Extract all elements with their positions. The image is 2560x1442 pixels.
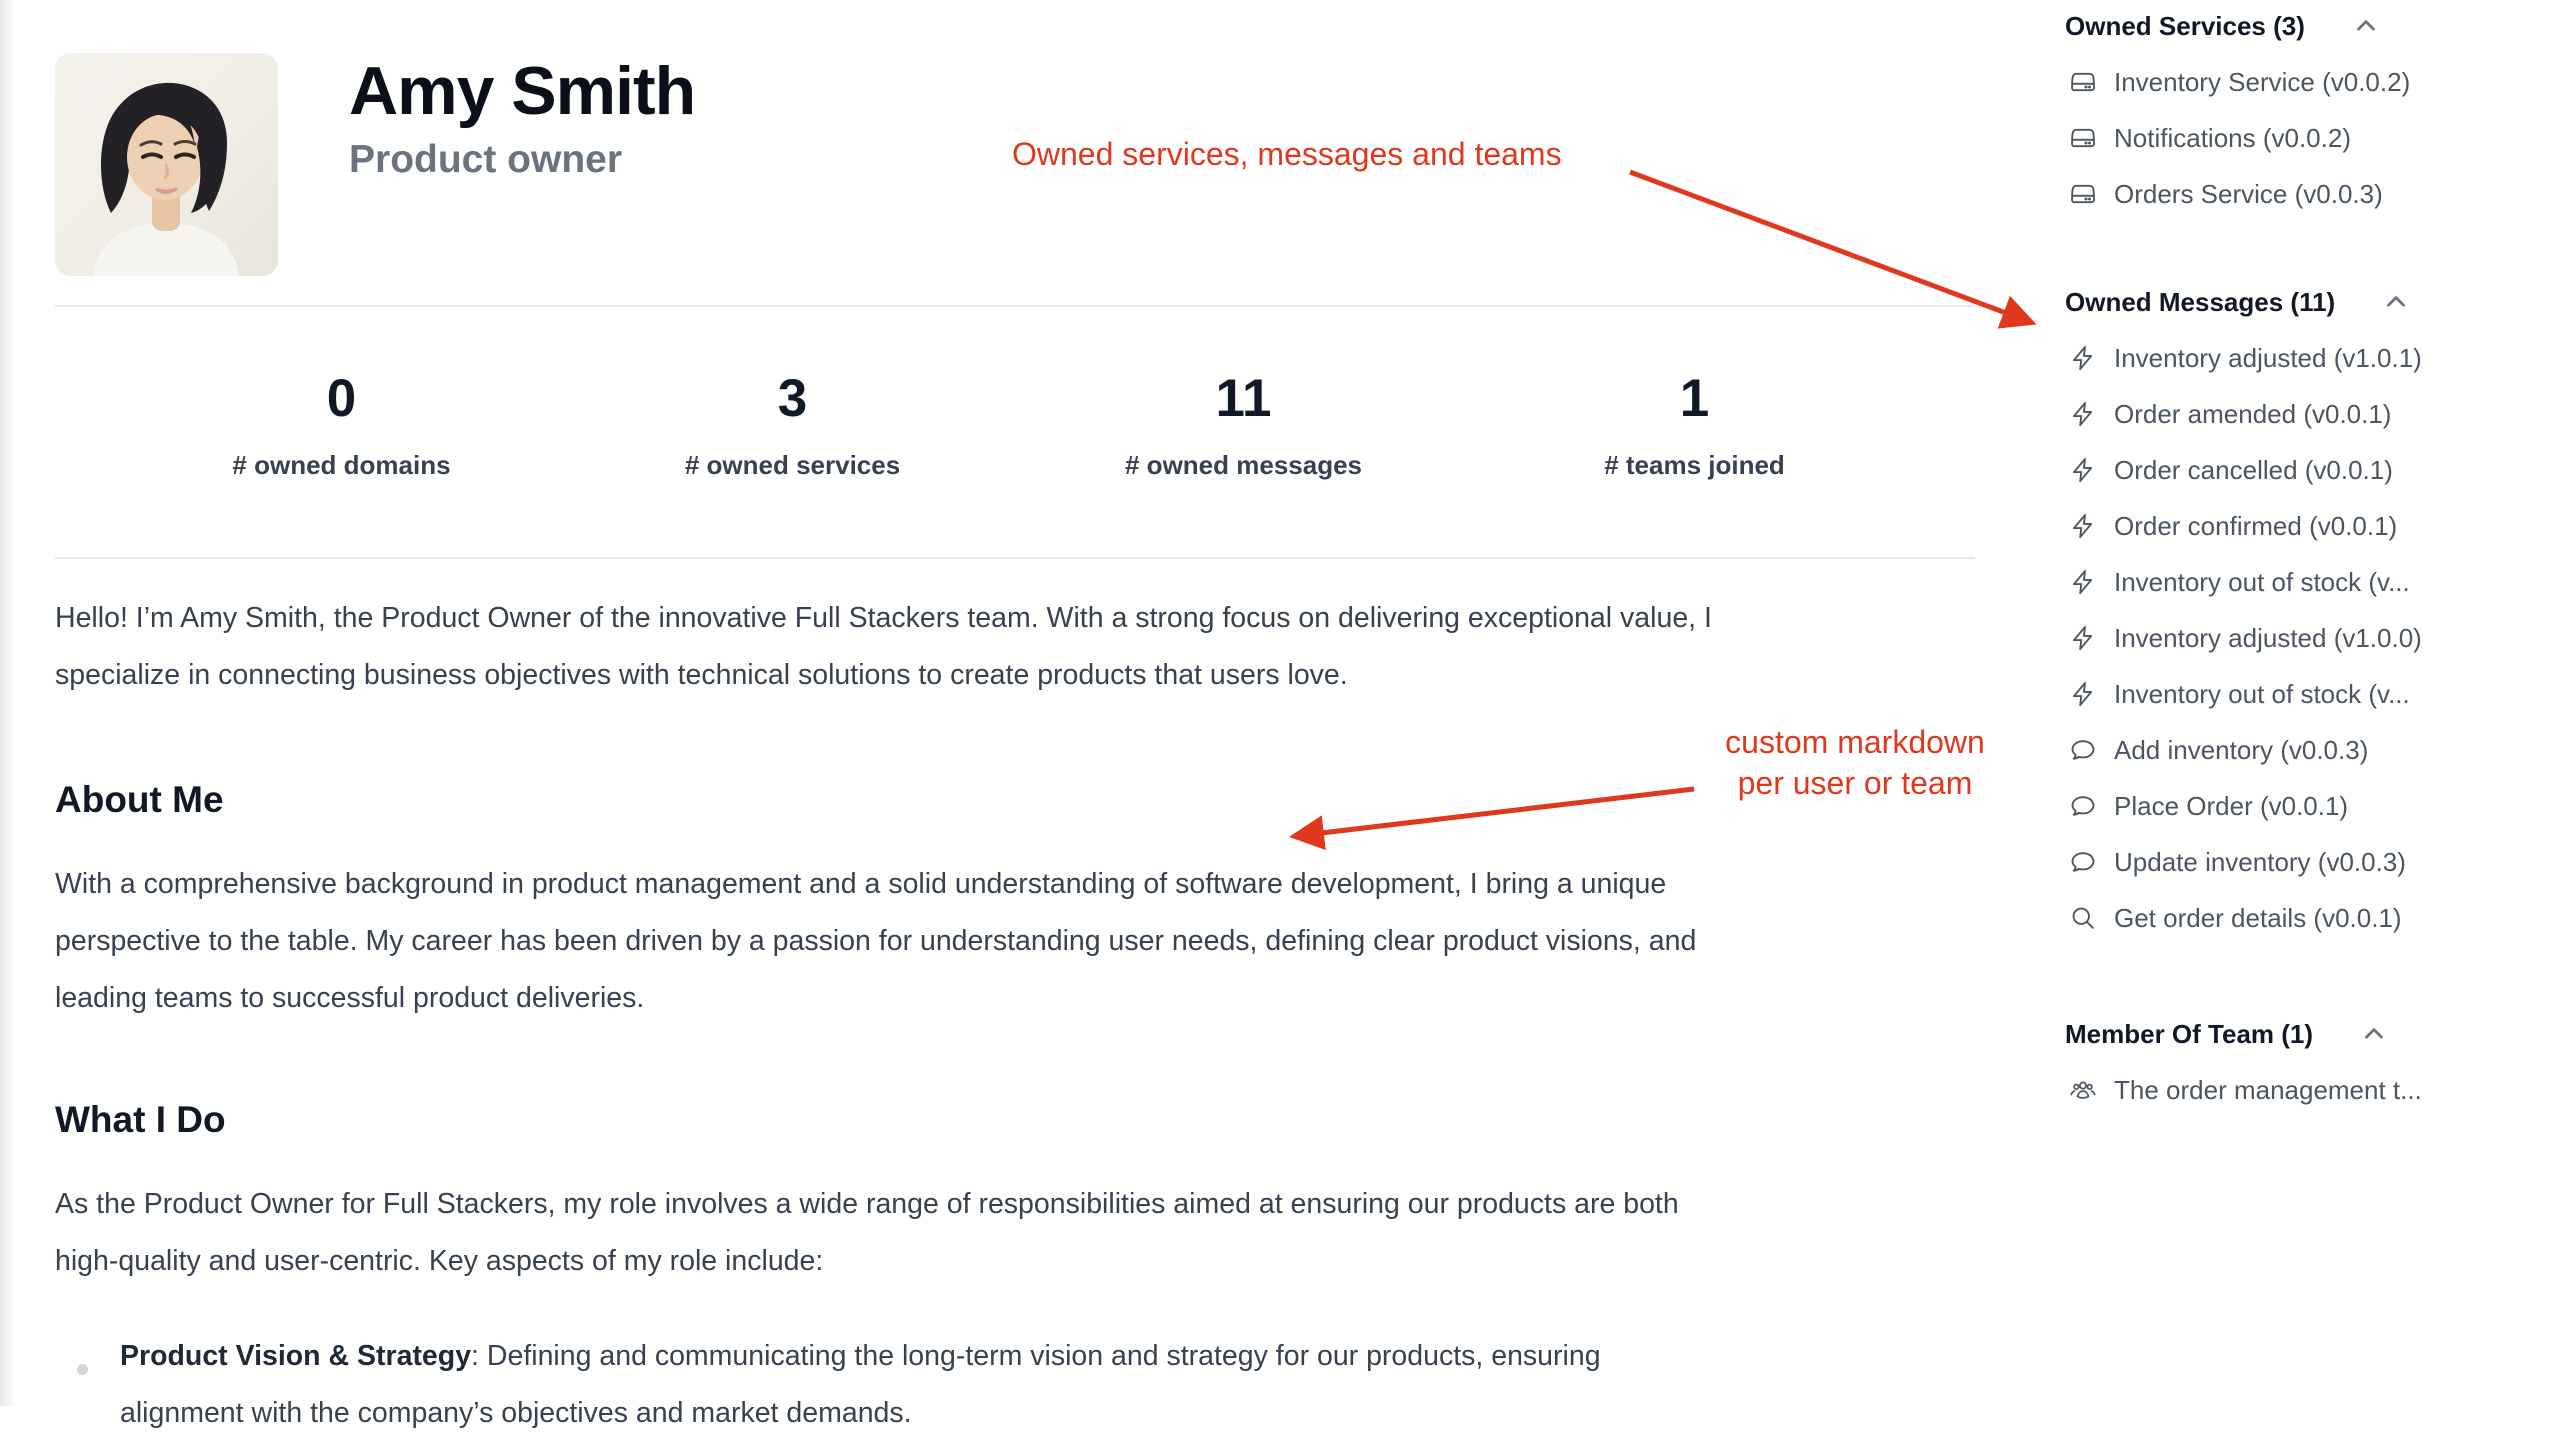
annotation-arrow-right (1630, 172, 2030, 322)
stat-label: # teams joined (1604, 450, 1785, 480)
sidebar-item[interactable] (2065, 554, 2525, 610)
stat-owned-messages (1018, 370, 1469, 481)
sidebar-item-label: Order confirmed (v0.0.1) (2114, 510, 2398, 541)
owned-messages-list (2065, 330, 2525, 946)
stat-owned-domains (116, 370, 567, 481)
bolt-icon (2069, 344, 2097, 372)
sidebar-item[interactable] (2065, 722, 2525, 778)
stat-value: 1 (1679, 369, 1710, 428)
annotation-arrow-left (1296, 789, 1694, 836)
bolt-icon (2069, 568, 2097, 596)
sidebar-item[interactable] (2065, 778, 2525, 834)
avatar-portrait-graphic (55, 53, 278, 276)
chevron-up-icon[interactable] (2381, 287, 2411, 317)
sidebar-item-label: Update inventory (v0.0.3) (2114, 846, 2406, 877)
avatar (55, 53, 278, 276)
owned-services-list (2065, 54, 2525, 222)
sidebar-item-label: Get order details (v0.0.1) (2114, 902, 2402, 933)
bullet-text-line2: alignment with the company’s objectives and market demands. (120, 1397, 912, 1429)
server-icon (2069, 68, 2097, 96)
about-me-heading: About Me (55, 779, 224, 820)
stats-row (116, 370, 1920, 481)
server-icon (2069, 180, 2097, 208)
bolt-icon (2069, 624, 2097, 652)
sidebar-item-label: Notifications (v0.0.2) (2114, 122, 2351, 153)
profile-role: Product owner (349, 138, 623, 181)
stat-label: # owned domains (232, 450, 451, 480)
chat-icon (2069, 736, 2097, 764)
sidebar-item[interactable] (2065, 442, 2525, 498)
intro-paragraph: Hello! I’m Amy Smith, the Product Owner of the innovative Full Stackers team. With a strong focus on delivering exceptional value, I specialize in connecting business objectives with technical solutions to create products that users love. (55, 602, 1712, 691)
chat-icon (2069, 848, 2097, 876)
member-of-team-list (2065, 1062, 2525, 1118)
chevron-up-icon[interactable] (2359, 1019, 2389, 1049)
search-icon (2069, 904, 2097, 932)
sidebar-item[interactable] (2065, 330, 2525, 386)
sidebar-item-label: Inventory Service (v0.0.2) (2114, 66, 2411, 97)
sidebar-item[interactable] (2065, 666, 2525, 722)
sidebar-item-label: Place Order (v0.0.1) (2114, 790, 2349, 821)
member-of-team-header[interactable] (2065, 1014, 2525, 1054)
sidebar-item-label: Inventory out of stock (v... (2114, 678, 2410, 709)
bullet-dot (77, 1364, 88, 1375)
section-title: Owned Services (3) (2065, 10, 2305, 41)
profile-name: Amy Smith (349, 53, 696, 129)
sidebar-item[interactable] (2065, 498, 2525, 554)
sidebar-item-label: Orders Service (v0.0.3) (2114, 178, 2383, 209)
sidebar-item[interactable] (2065, 610, 2525, 666)
sidebar-item-label: Order amended (v0.0.1) (2114, 398, 2392, 429)
sidebar-item[interactable] (2065, 834, 2525, 890)
what-i-do-paragraph: As the Product Owner for Full Stackers, my role involves a wide range of responsibilities aimed at ensuring our products are both high-quality and user-centric. Key aspects of my role include: (55, 1188, 1679, 1277)
stat-value: 0 (326, 369, 357, 428)
owned-messages-header[interactable] (2065, 282, 2525, 322)
page-left-shadow (0, 0, 16, 1406)
sidebar-item[interactable] (2065, 386, 2525, 442)
stat-teams-joined (1469, 370, 1920, 481)
stat-label: # owned services (684, 450, 901, 480)
bolt-icon (2069, 680, 2097, 708)
owned-services-section (2065, 6, 2525, 222)
sidebar-item-label: Inventory adjusted (v1.0.0) (2114, 622, 2422, 653)
sidebar-item[interactable] (2065, 166, 2525, 222)
sidebar-item-label: Inventory adjusted (v1.0.1) (2114, 342, 2422, 373)
sidebar-item-label: Add inventory (v0.0.3) (2114, 734, 2369, 765)
owned-messages-section (2065, 282, 2525, 946)
owned-services-header[interactable] (2065, 6, 2525, 46)
annotation-owned-services: Owned services, messages and teams (1012, 136, 1562, 172)
chevron-up-icon[interactable] (2351, 11, 2381, 41)
bolt-icon (2069, 400, 2097, 428)
stat-value: 11 (1215, 369, 1272, 428)
chat-icon (2069, 792, 2097, 820)
bolt-icon (2069, 456, 2097, 484)
sidebar-item-label: Order cancelled (v0.0.1) (2114, 454, 2393, 485)
bullet-lead: Product Vision & Strategy (120, 1340, 472, 1372)
stat-label: # owned messages (1125, 450, 1362, 480)
sidebar-item[interactable] (2065, 110, 2525, 166)
team-icon (2069, 1076, 2097, 1104)
header-divider (55, 305, 1975, 307)
what-i-do-heading: What I Do (55, 1099, 226, 1140)
bolt-icon (2069, 512, 2097, 540)
sidebar-item-label: The order management t... (2114, 1074, 2422, 1105)
sidebar-item-label: Inventory out of stock (v... (2114, 566, 2410, 597)
sidebar-item[interactable] (2065, 1062, 2525, 1118)
member-of-team-section (2065, 1014, 2525, 1118)
bullet-item (120, 1328, 1601, 1442)
about-me-paragraph: With a comprehensive background in product management and a solid understanding of software development, I bring a unique perspective to the table. My career has been driven by a passion for understanding user needs, defining clear product visions, and leading teams to successful product deliveries. (55, 868, 1697, 1014)
section-title: Member Of Team (1) (2065, 1018, 2314, 1049)
sidebar-item[interactable] (2065, 54, 2525, 110)
stats-divider (55, 557, 1975, 559)
bullet-text: : Defining and communicating the long-term vision and strategy for our products, ensuring (471, 1340, 1601, 1372)
section-title: Owned Messages (11) (2065, 286, 2336, 317)
sidebar-item[interactable] (2065, 890, 2525, 946)
stat-value: 3 (777, 369, 808, 428)
annotation-custom-markdown: custom markdown per user or team (1725, 724, 1985, 801)
server-icon (2069, 124, 2097, 152)
stat-owned-services (567, 370, 1018, 481)
